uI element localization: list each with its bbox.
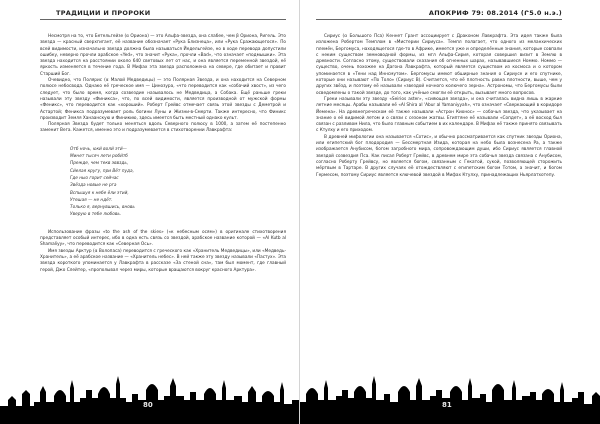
right-page-text — [316, 34, 562, 179]
left-page-header: ТРАДИЦИИ И ПРОРОКИ — [56, 9, 151, 17]
right-paragraph: Греки называли эту звезду «Seirios aster», «сияющая звезда», и она считалась видна лишь в жаркие летние месяцы. Арабы называли её «Al Shira al 'Abur al Yamaniyyah», что означает «Сверкающий в коридоре Йемена». На древнегреческом её также называли «Астрон Кионос» — собачья звезда, что указывает на знание о её видимой летом и о связи с сезоном жатвы. Египтяне её называли «Сопдет», а её восход был связан с разливом Нила, что было главным событием в их календаре. В Мифах её также принято связывать с Ктулху и его приходом. — [316, 96, 562, 134]
right-page — [300, 0, 600, 424]
right-page-number: 81 — [442, 401, 452, 409]
right-paragraph: Сириус (α Большого Пса) Кеннет Грант ассоциирует с Драконом Лавкрафта. Эта идея также была изложена Робертом Темплом в «Мистерии Сириуса». Темпл полагает, что одного из меланхических племён, Бергомуса, находящегося где-то в Африке, имеется уже и определённые знания, которые совпали с неким существом земноводной формы, из мгл Альфа-Сирия, которая совершил визит в Землю в древности. Согласно этому, существовали сказания об огненных шарах, называвшиеся Номмо. Номмо — существо, очень похожее на Дагона Лавкрафта, который является существом из космоса и о котором упоминается в «Тени над Иннсмутом». Бергомусы имеют обширные знания о Сириусе и его спутнике, которые они называют «По Толо» (Сириус B). Считается, что её плотность равна плотности, выше, чем у других звёзд, и поэтому её называли «звездой ночного колючего зерна». Астрономы, что Бергомусы были осведомлены о такой звезде, до того, как учёные смогли её открыть, вызывает много вопросов. — [316, 34, 562, 96]
left-paragraph: Несмотря на то, что Бетельгейзе (α Ориона) — это Альфа-звезда, она слабее, чем β Ориона, Ригель. Это звезда — красный сверхгигант, её название обозначает «Рука Близнеца», или «Рука Сражающегося». По всей видимости, изначально звезда должна была называться Йедельгейзе, но в ходе перевода допустили ошибку, неверно прочли арабское «Yed», что значит «Рука», прочли «Bad», что означает «подмышки». Эта звезда находится на расстоянии около 640 световых лет от нас, и она является переменной звездой, её яркость изменяется в течение года. В Мифах эта звезда расположена на севере, где обитает и правит Старший Бог. — [40, 34, 286, 77]
left-paragraph: Полярная Звезда будет только меняться вдоль Северного полюсу в 1000, а затем её постепенно заменит Вега. Кажется, именно это и подразумевается в стихотворении Лавкрафта: — [40, 122, 286, 134]
poem-line: Уверую в тебе любовь. — [70, 212, 122, 218]
poem-line: Звёзда новые не рга — [70, 183, 117, 189]
right-paragraph: В древней мифологии она называется «Сотис», и обычно рассматривается как спутник звезды Ориона, или египетский бог плодородия — Бессмертная Изида, которая на небо была вознесена Ра, а также изображается Анубисом, богом загробного мира, сопровождающим души, ибо Сириус является главной звездой созвездия Пса. Как писал Роберт Грейвс, в древнем мире эта собачья звезда связана с Анубисом, согласно Роберту Грейвсу, но является богом, связанным с Гекатой, сукой, позволяющей сторожить мёртвым в Тартаре. В других случаях её отождествляют с египетским богом Тотом, а значит, и богом Гермесом, поэтому Сириус является ключевой звездой в Мифах Ктулху, принадлежащих Ньярлатхотепу. — [316, 134, 562, 178]
poem-line: Только я, вернувшись, вновь — [70, 205, 135, 211]
skyline-silhouette-left-icon — [0, 350, 300, 424]
left-page-text — [40, 34, 286, 274]
left-paragraph: Очевидно, что Полярис (α Малой Медведицы) — это Полярная Звезда, и она находится на Северном полюсе небосвода. Однако её греческое имя — Цинозура, «что переводится как «собачий хвост», из чего следует, что было время, когда созвездие называлось не Медведица, а Собака. Ещё раньше греки называли эту звезду «Финикса», что, по всей видимости, является производной от мужской формы «Феникс», что переводится как «хороший». Роберт Грейвс отмечает связь этой звезды с Деметрой и Астартой; Феникса подразумевает роль богини Луны и Жизни-в-Смерти. Также интересно, что Финикс производит Земля Ханаанскую и Финикию, здесь имеется быть местный однако культ. — [40, 78, 286, 121]
right-header-rule — [316, 19, 562, 20]
poem-line: Сйелая кругу, при Вёт пуда, — [70, 168, 134, 174]
poem-quote — [70, 146, 286, 219]
poem-line: Отб ночь, юкй волй этй— — [70, 146, 127, 152]
poem-line: Прежде, чем текв эввздь, — [70, 161, 129, 167]
poem-line: Вспышуя к небе ёли этий, — [70, 190, 129, 196]
right-page-header: АПОКРИФ 79: 08.2014 (ᒋ5.0 н.э.) — [428, 9, 562, 17]
left-paragraph: Имя звезды Арктур (α Волопаса) переводится с греческого как «Хранитель Медведицы», или «Медведь-Хранитель», а её арабское название — «Хранитель небес». В ней также эту звезду называли «Пастух». Эта звезда короткого упоминается у Лавкрафта в рассказе «За стеной сна», там был момент, где главный герой, Джо Слейтер, «прополывал через миры, которые вращаются вокруг красного Арктура». — [40, 248, 286, 273]
left-page-number: 80 — [143, 401, 153, 409]
poem-line: Минет тысяч лети робйтб — [70, 154, 128, 160]
left-paragraph: Использование фразы «to the ash of the skies» («к небесным осям») в оригинале стихотворения представляет особый интерес, ибо в одна есть связь со звездой, арабское название которой — «Al Kutb al Shamaliyy», что переводится как «Северная Ось». — [40, 229, 286, 248]
poem-line: Утешая — не ндёт. — [70, 197, 113, 203]
skyline-silhouette-right-icon — [300, 350, 600, 424]
poem-line: Где ныо горит сейчас — [70, 175, 119, 181]
left-header-rule — [40, 19, 286, 20]
